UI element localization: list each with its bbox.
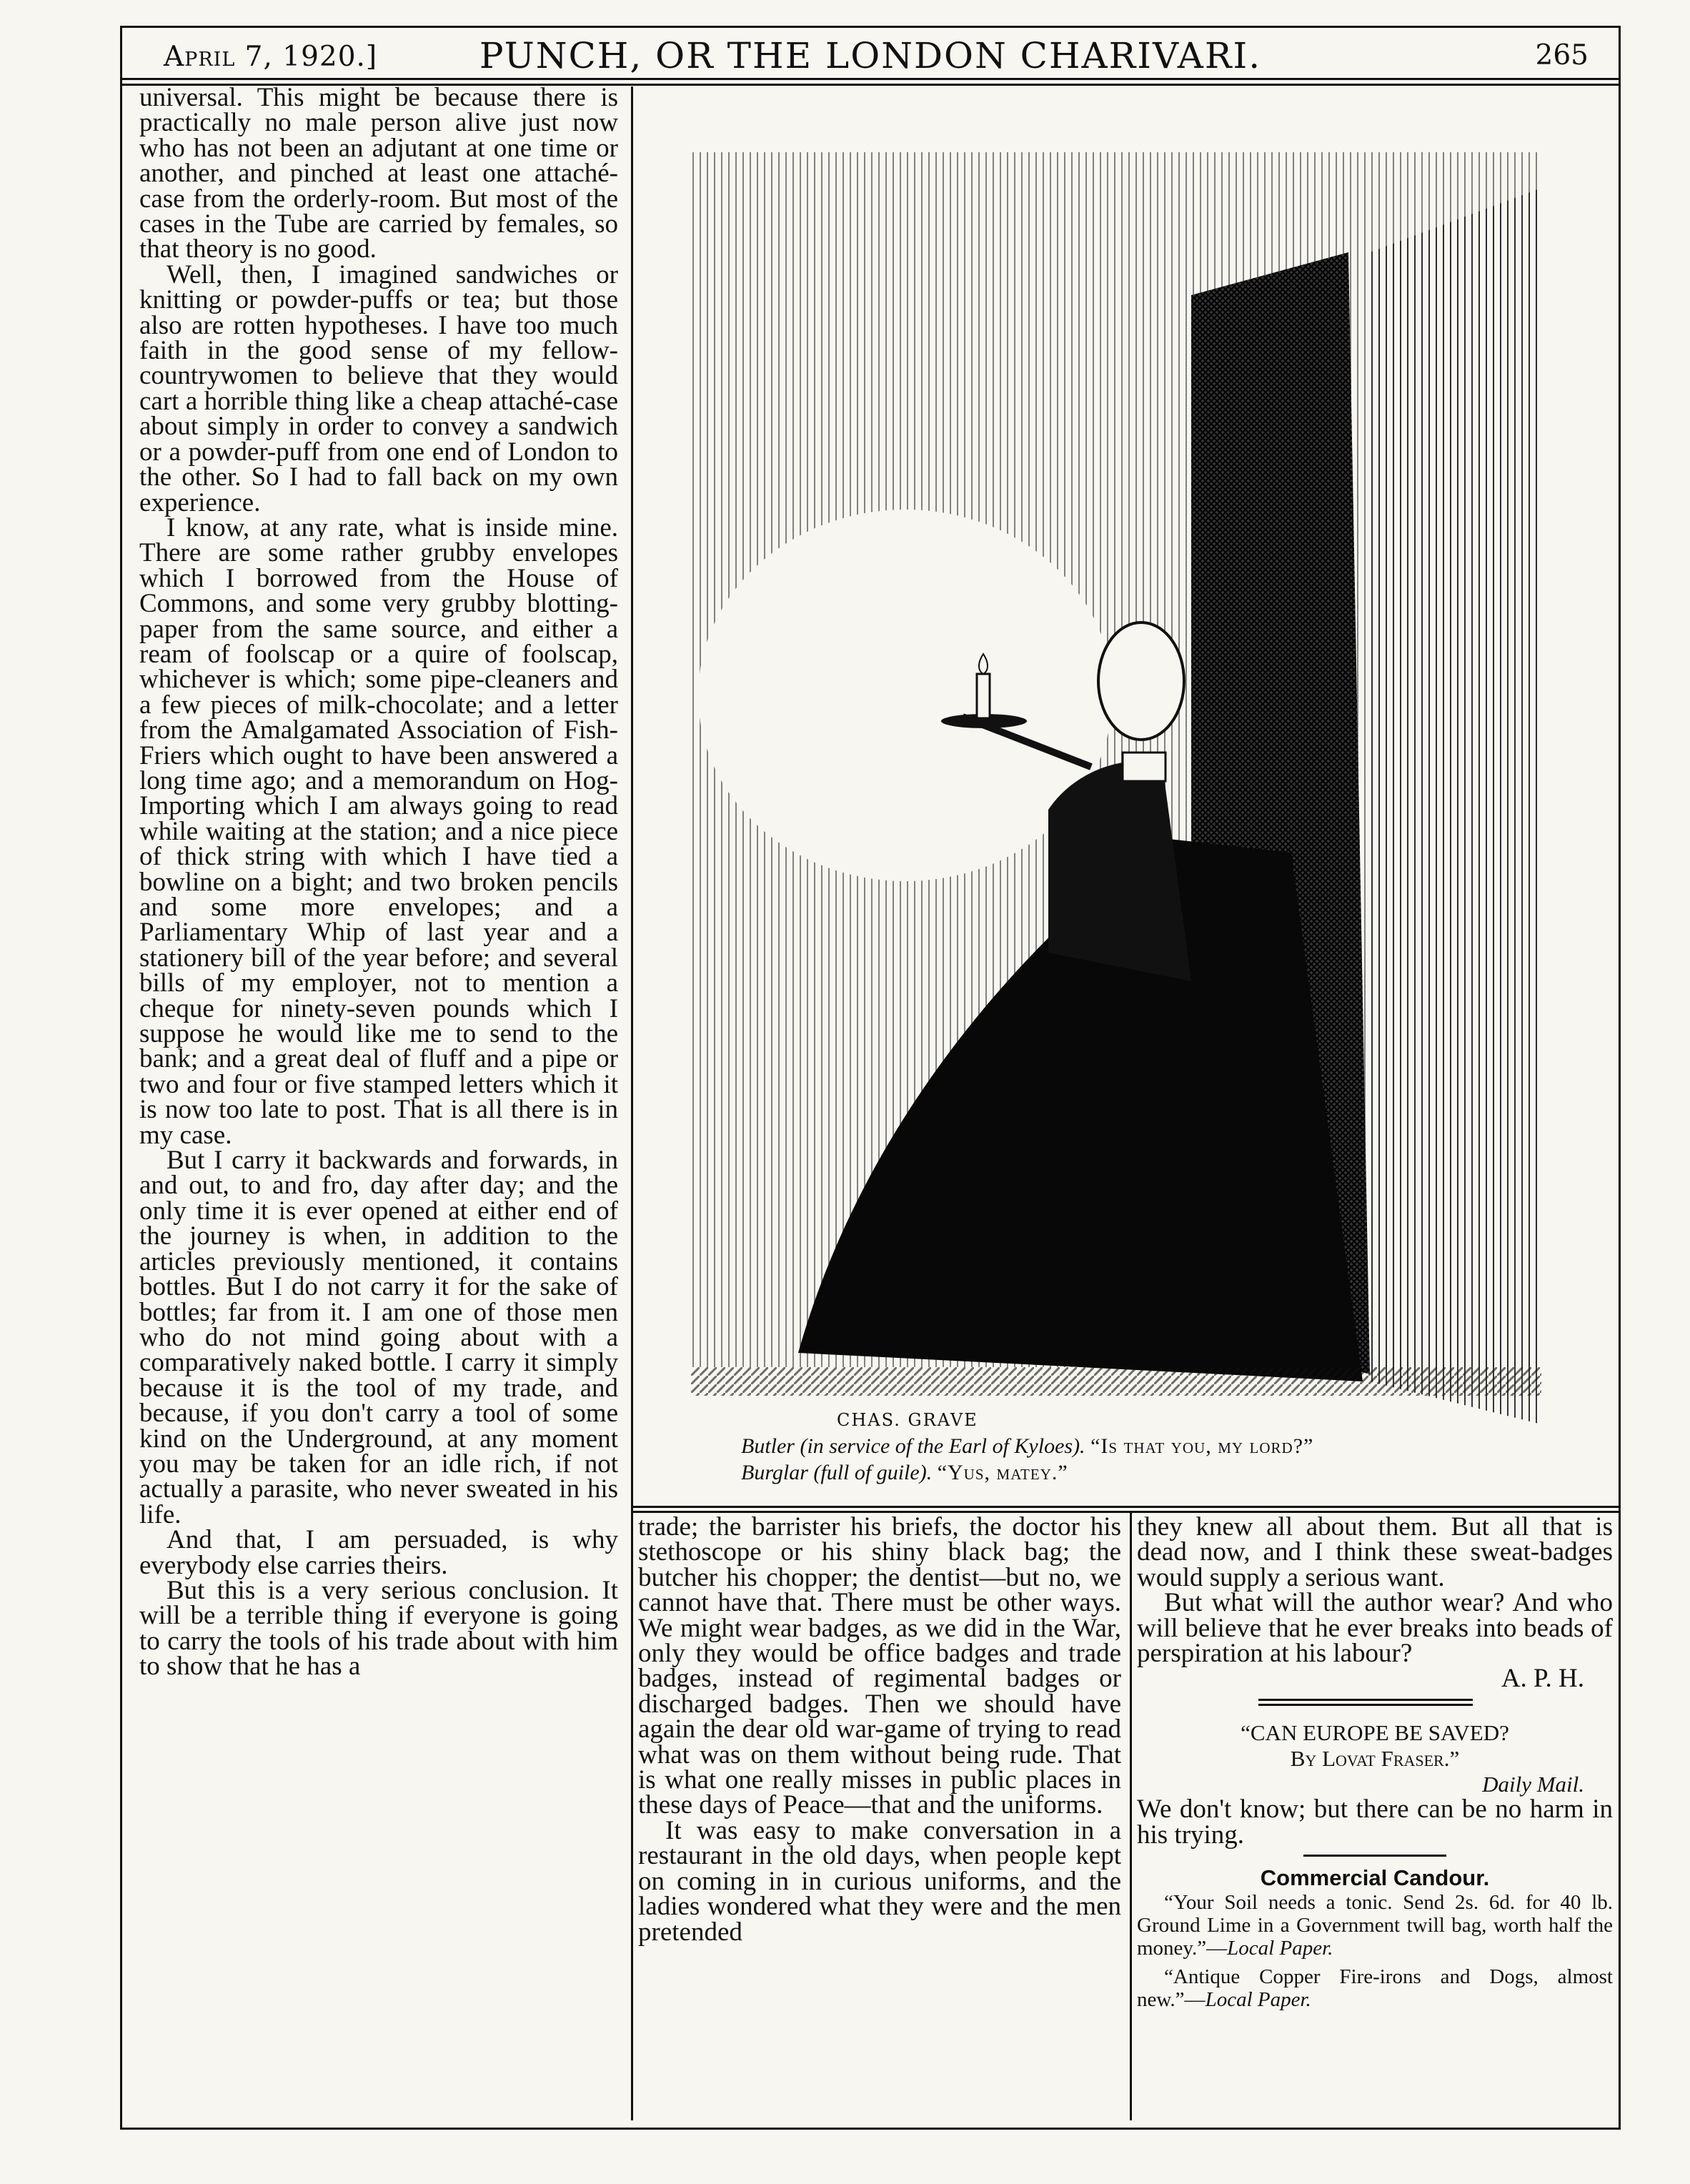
col1-paragraph: But I carry it backwards and forwards, in and out, to and fro, day after day; and the only time it is ever opened at either end of the journey is when, in addition to the articles previously mentioned, it contains bottles. But I do not carry it for the sake of bottles; far from it. I am one of those men who do not mind going about with a comparatively naked bottle. I carry it simply because it is the tool of my trade, and because, if you don't carry a tool of some kind on the Underground, at any moment you may be taken for an idle rich, if not actually a parasite, who never sweated in his life. [139, 1146, 618, 1529]
quote-source: Daily Mail. [1482, 1771, 1584, 1797]
masthead-title: PUNCH, OR THE LONDON CHARIVARI. [479, 35, 1262, 76]
running-header [122, 28, 1619, 74]
butler-collar [1123, 753, 1165, 781]
caption-line-burglar: “Yus, matey.” [937, 1461, 1068, 1484]
column-2 [638, 1514, 1121, 1945]
caption-line-butler: “Is that you, my lord?” [1090, 1434, 1314, 1458]
section-rule [1258, 1699, 1473, 1706]
caption-speaker-butler: Butler (in service of the Earl of Kyloes). [741, 1434, 1085, 1458]
candour-heading: Commercial Candour. [1260, 1865, 1490, 1891]
col2-paragraph: trade; the barrister his briefs, the doctor his stethoscope or his shiny black bag; the butcher his chopper; the dentist—but no, we cannot have that. There must be other ways. We might wear badges, as we did in the War, only they would be office badges and trade badges, instead of regimental badges or discharged badges. Then we should have again the dear old war-game of trying to read what was on them without being rude. That is what one really misses in public places in these days of Peace—that and the uniforms. [638, 1512, 1121, 1820]
page-number: 265 [1535, 39, 1589, 71]
author-signature: A. P. H. [1501, 1664, 1584, 1694]
quote-comment: We don't know; but there can be no harm in his trying. [1137, 1795, 1613, 1850]
artist-signature: CHAS. GRAVE [837, 1410, 978, 1430]
door-frame [1370, 188, 1541, 1424]
col3-paragraph: But what will the author wear? And who will believe that he ever breaks into beads of perspiration at his labour? [1137, 1588, 1613, 1669]
col3-paragraph: they knew all about them. But all that is dead now, and I think these sweat-badges would supply a serious want. [1137, 1512, 1613, 1592]
col1-paragraph: But this is a very serious conclusion. It will be a terrible thing if everyone is going to carry the tools of his trade about with him to show that he has a [139, 1575, 618, 1682]
caption-speaker-burglar: Burglar (full of guile). [741, 1461, 933, 1484]
candour-item-2: “Antique Copper Fire-irons and Dogs, almost new.”—Local Paper. [1137, 1965, 1613, 2012]
butler-head [1098, 622, 1184, 740]
candour-item-1: “Your Soil needs a tonic. Send 2s. 6d. for 40 lb. Ground Lime in a Government twill bag, worth half the money.”—Local Paper. [1137, 1891, 1613, 1960]
col1-paragraph: Well, then, I imagined sandwiches or knitting or powder-puffs or tea; but those also are rotten hypotheses. I have too much faith in the good sense of my fellow-countrywomen to believe that they would cart a horrible thing like a cheap attaché-case about simply in order to convey a sandwich or a powder-puff from one end of London to the other. So I had to fall back on my own experience. [139, 259, 618, 517]
candle [977, 674, 990, 718]
column-1 [139, 83, 618, 1682]
quote-byline: By Lovat Fraser.” [1290, 1745, 1460, 1771]
cartoon-illustration [648, 124, 1577, 1439]
cartoon-caption [741, 1433, 1527, 1486]
col1-paragraph: universal. This might be because there is practically no male person alive just now who has not been an adjutant at one time or another, and pinched at least one attaché-case from the orderly-room. But most of the cases in the Tube are carried by females, so that theory is no good. [139, 83, 618, 264]
column-3 [1137, 1514, 1613, 2011]
column-divider-1 [631, 86, 633, 2120]
quote-title: “CAN EUROPE BE SAVED? [1241, 1719, 1509, 1745]
col2-paragraph: It was easy to make conversation in a restaurant in the old days, when people kept on coming in in curious uniforms, and the ladies wondered what they were and the men pretended [638, 1815, 1121, 1947]
section-rule-short [1303, 1855, 1446, 1857]
candour-item-2-source: Local Paper. [1205, 1988, 1311, 2012]
header-date: April 7, 1920.] [164, 41, 378, 73]
candour-item-1-source: Local Paper. [1227, 1937, 1333, 1960]
col1-paragraph: I know, at any rate, what is inside mine. There are some rather grubby envelopes which I borrowed from the House of Commons, and some very grubby blotting-paper from the same source, and either a ream of foolscap or a quire of foolscap, whichever is which; some pipe-cleaners and a few pieces of milk-chocolate; and a letter from the Amalgamated Association of Fish-Friers which ought to have been answered a long time ago; and a memorandum on Hog-Importing which I am always going to read while waiting at the station; and a nice piece of thick string with which I have tied a bowline on a bight; and two broken pencils and some more envelopes; and a Parliamentary Whip of last year and a stationery bill of the year before; and several bills of my employer, not to mention a cheque for ninety-seven pounds which I suppose he would like me to send to the bank; and a great deal of fluff and a pipe or two and four or five stamped letters which it is now too late to post. That is all there is in my case. [139, 512, 618, 1150]
column-divider-2 [1130, 1513, 1132, 2120]
page-frame [120, 26, 1621, 2130]
floor-hatching [691, 1367, 1541, 1396]
col1-paragraph: And that, I am persuaded, is why everybody else carries theirs. [139, 1525, 618, 1580]
